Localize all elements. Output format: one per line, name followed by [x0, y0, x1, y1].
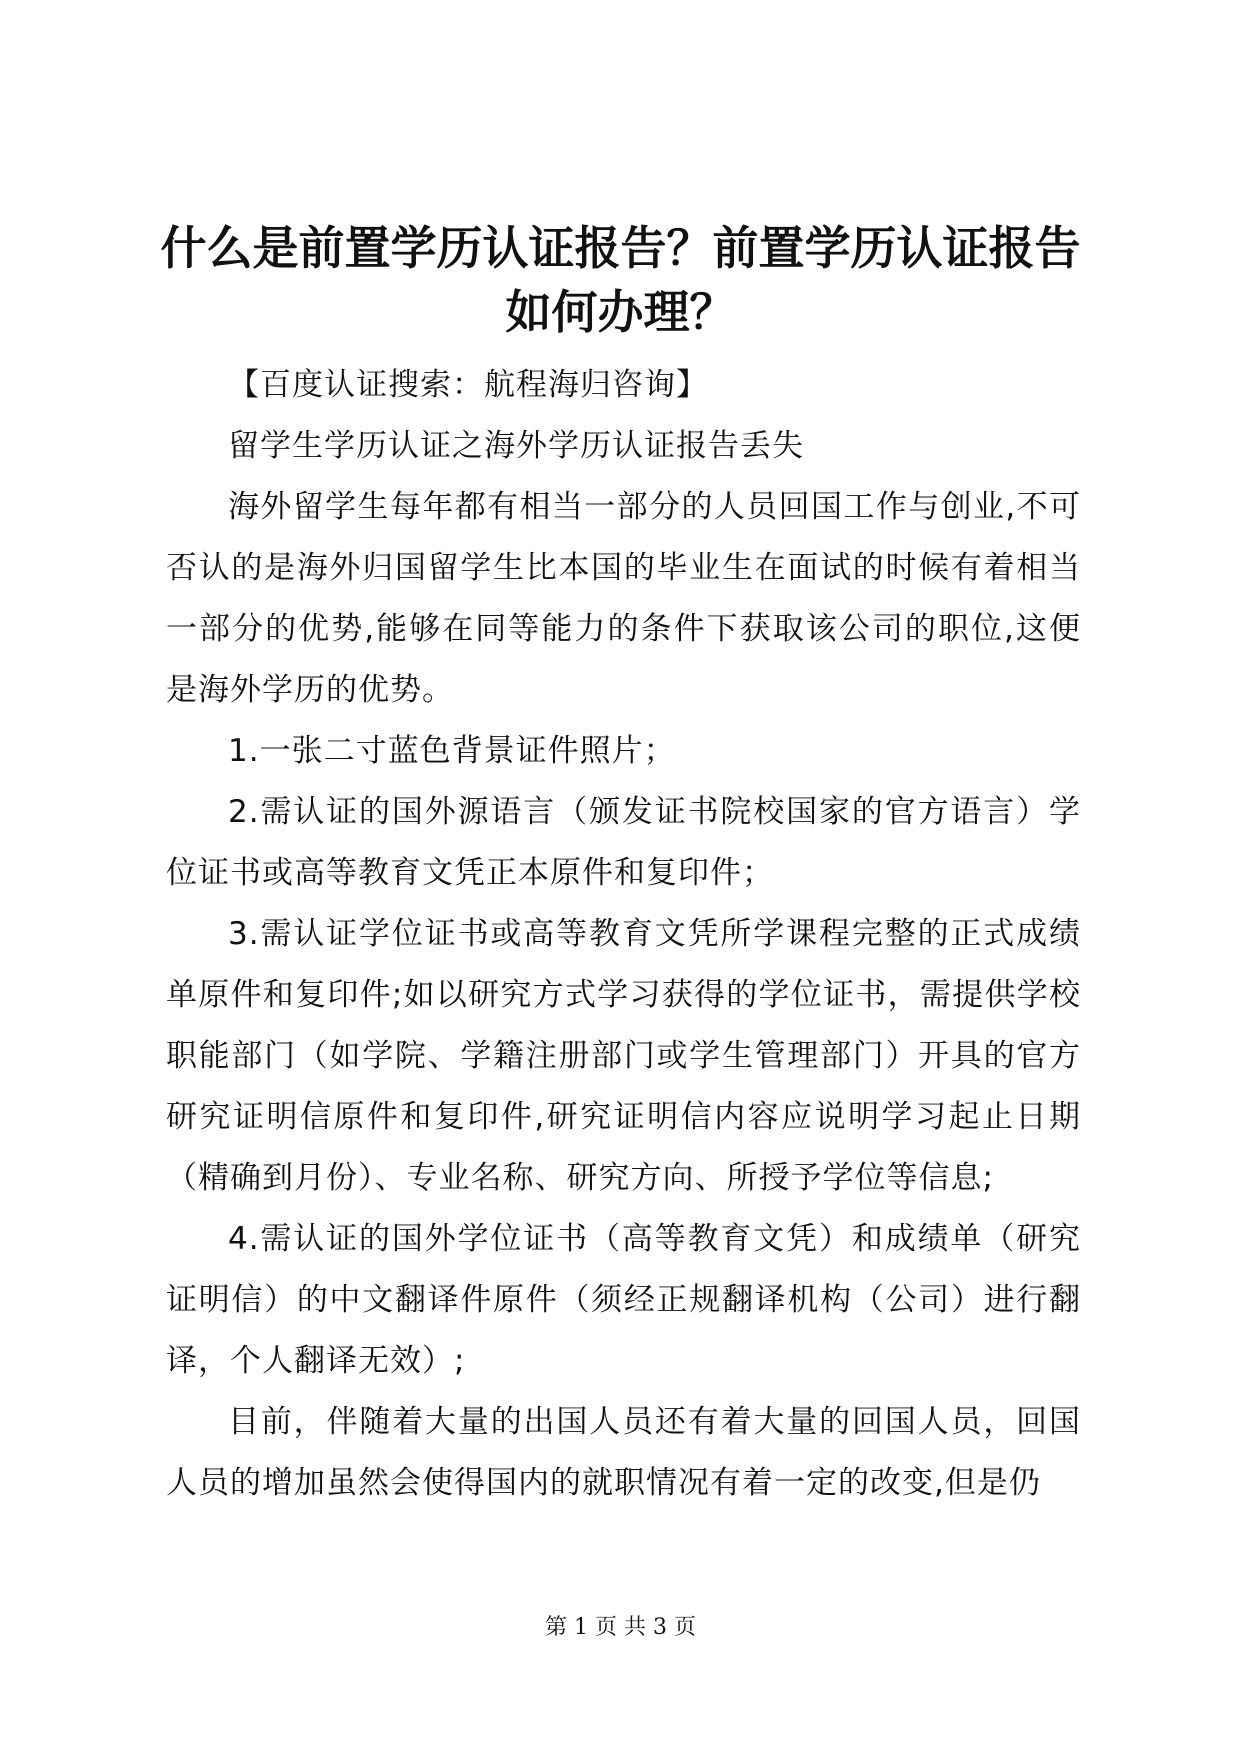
document-title: 什么是前置学历认证报告？前置学历认证报告如何办理？ — [160, 221, 1081, 339]
paragraph-item-2: 2.需认证的国外源语言（颁发证书院校国家的官方语言）学位证书或高等教育文凭正本原件和复印件； — [166, 794, 1081, 891]
paragraph-intro: 海外留学生每年都有相当一部分的人员回国工作与创业,不可否认的是海外归国留学生比本国的毕业生在面试的时候有着相当一部分的优势,能够在同等能力的条件下获取该公司的职位,这便是海外学历的优势。 — [166, 489, 1081, 708]
paragraph-search-note: 【百度认证搜索：航程海归咨询】 — [228, 367, 708, 403]
paragraph-item-3: 3.需认证学位证书或高等教育文凭所学课程完整的正式成绩单原件和复印件;如以研究方式学习获得的学位证书，需提供学校职能部门（如学院、学籍注册部门或学生管理部门）开具的官方研究证明信原件和复印件,研究证明信内容应说明学习起止日期（精确到月份）、专业名称、研究方向、所授予学位等信息; — [166, 916, 1081, 1196]
document-body — [166, 355, 1081, 1514]
paragraph-item-4: 4.需认证的国外学位证书（高等教育文凭）和成绩单（研究证明信）的中文翻译件原件（须经正规翻译机构（公司）进行翻译，个人翻译无效）; — [166, 1221, 1081, 1379]
page-footer: 第 1 页 共 3 页 — [545, 1615, 696, 1640]
paragraph-subtitle: 留学生学历认证之海外学历认证报告丢失 — [228, 428, 804, 464]
paragraph-item-1: 1.一张二寸蓝色背景证件照片； — [228, 733, 676, 769]
paragraph-closing: 目前，伴随着大量的出国人员还有着大量的回国人员，回国人员的增加虽然会使得国内的就职情况有着一定的改变,但是仍 — [166, 1404, 1081, 1501]
